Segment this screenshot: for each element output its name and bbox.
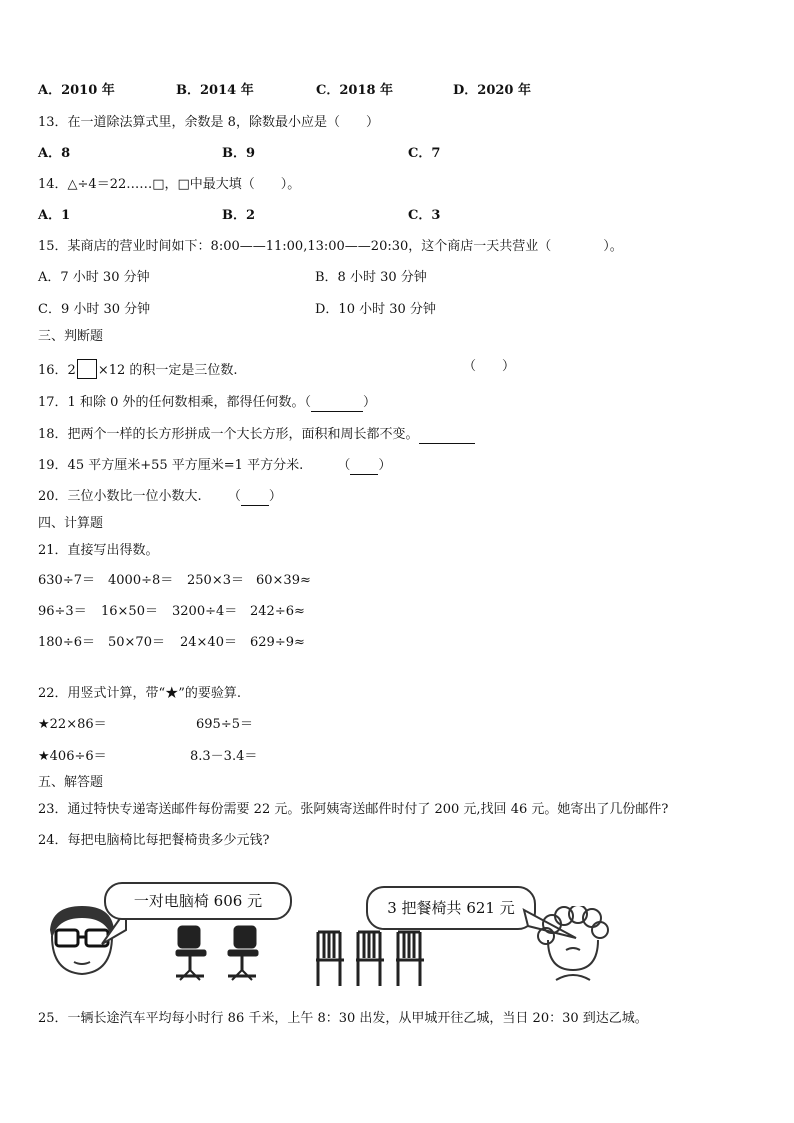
q18: [38, 427, 475, 444]
q21-item-1: 630÷7＝: [38, 573, 95, 588]
q21-item-6: 16×50＝: [101, 604, 158, 619]
q20-open-paren: （: [227, 489, 241, 504]
q13-option-b: B．9: [222, 146, 256, 161]
q22-item-3: ★406÷6＝: [38, 749, 107, 764]
q21-item-9: 180÷6＝: [38, 635, 95, 650]
q18-text: 18．把两个一样的长方形拼成一个大长方形，面积和周长都不变。: [38, 427, 419, 442]
q16-answer-paren: （ ）: [463, 359, 516, 374]
q14-stem: 14．△÷4＝22……□，□中最大填（ ）。: [38, 177, 301, 192]
q20-answer-blank[interactable]: [241, 489, 269, 506]
q16-number: 16．2: [38, 363, 76, 378]
q17: [38, 395, 376, 412]
q22-item-1: ★22×86＝: [38, 717, 107, 732]
speech-bubble-dining-chairs: [366, 886, 536, 930]
section-heading-calculation: 四、计算题: [38, 516, 104, 531]
q16-answer[interactable]: [463, 359, 515, 375]
q15-option-d: D．10 小时 30 分钟: [315, 302, 436, 317]
q20-close-paren: ）: [268, 489, 282, 504]
q19-answer-blank[interactable]: [350, 458, 378, 475]
q23-text: 23．通过特快专递寄送邮件每份需要 22 元。张阿姨寄送邮件时付了 200 元,找回 46 元。她寄出了几份邮件?: [38, 802, 669, 817]
speech-bubble-computer-chairs-text: 一对电脑椅 606 元: [133, 892, 263, 910]
q13-stem: 13．在一道除法算式里，余数是 8，除数最小应是（ ）: [38, 115, 379, 130]
section-heading-word-problems: 五、解答题: [38, 775, 104, 790]
q25-text: 25．一辆长途汽车平均每小时行 86 千米，上午 8：30 出发，从甲城开往乙城，当日 20：30 到达乙城。: [38, 1011, 648, 1026]
speech-bubble-dining-chairs-text: 3 把餐椅共 621 元: [387, 899, 515, 917]
q21-stem: 21．直接写出得数。: [38, 543, 159, 558]
q14-option-b: B．2: [222, 208, 256, 223]
q12-option-c: C．2018 年: [316, 83, 394, 98]
q22-item-2: 695÷5＝: [196, 717, 253, 732]
q21-item-4: 60×39≈: [256, 573, 311, 588]
q15-option-c: C．9 小时 30 分钟: [38, 302, 151, 317]
q16-text: ×12 的积一定是三位数.: [97, 363, 238, 378]
q15-option-b: B．8 小时 30 分钟: [315, 270, 427, 285]
q12-option-d: D．2020 年: [453, 83, 531, 98]
speech-bubble-computer-chairs: [104, 882, 292, 920]
q21-item-3: 250×3＝: [187, 573, 244, 588]
q21-item-11: 24×40＝: [180, 635, 237, 650]
q22-stem: 22．用竖式计算，带“★”的要验算.: [38, 686, 241, 701]
section-heading-judgement: 三、判断题: [38, 329, 104, 344]
q20-text: 20．三位小数比一位小数大.: [38, 489, 202, 504]
q21-item-2: 4000÷8＝: [108, 573, 174, 588]
q17-close-paren: ）: [362, 395, 376, 410]
dining-chairs-illustration: [314, 928, 426, 988]
q19-text: 19．45 平方厘米+55 平方厘米=1 平方分米.: [38, 458, 304, 473]
q12-option-a: A．2010 年: [38, 83, 115, 98]
q19-close-paren: ）: [378, 458, 392, 473]
q15-option-a: A．7 小时 30 分钟: [38, 270, 150, 285]
q21-item-10: 50×70＝: [108, 635, 165, 650]
q19: [38, 458, 391, 475]
q21-item-12: 629÷9≈: [250, 635, 305, 650]
q22-item-4: 8.3－3.4＝: [190, 749, 258, 764]
q17-answer-blank[interactable]: [311, 395, 363, 412]
q21-item-5: 96÷3＝: [38, 604, 87, 619]
q15-stem: 15．某商店的营业时间如下：8:00——11:00,13:00——20:30，这个商店一天共营业（ ）。: [38, 239, 623, 254]
q16-digit-box[interactable]: [77, 359, 97, 379]
computer-chairs-illustration: [172, 924, 268, 986]
q18-answer-blank[interactable]: [419, 427, 475, 444]
q21-item-7: 3200÷4＝: [172, 604, 238, 619]
q19-open-paren: （: [337, 458, 351, 473]
q12-option-b: B．2014 年: [176, 83, 254, 98]
q21-item-8: 242÷6≈: [250, 604, 305, 619]
q14-option-a: A．1: [38, 208, 71, 223]
q17-text: 17．1 和除 0 外的任何数相乘，都得任何数。（: [38, 395, 311, 410]
woman-curly-hair-illustration: [530, 906, 616, 982]
q14-option-c: C．3: [408, 208, 441, 223]
q13-option-a: A．8: [38, 146, 71, 161]
q20: [38, 489, 282, 506]
q13-option-c: C．7: [408, 146, 441, 161]
q16: [38, 359, 238, 379]
q24-text: 24．每把电脑椅比每把餐椅贵多少元钱?: [38, 833, 270, 848]
